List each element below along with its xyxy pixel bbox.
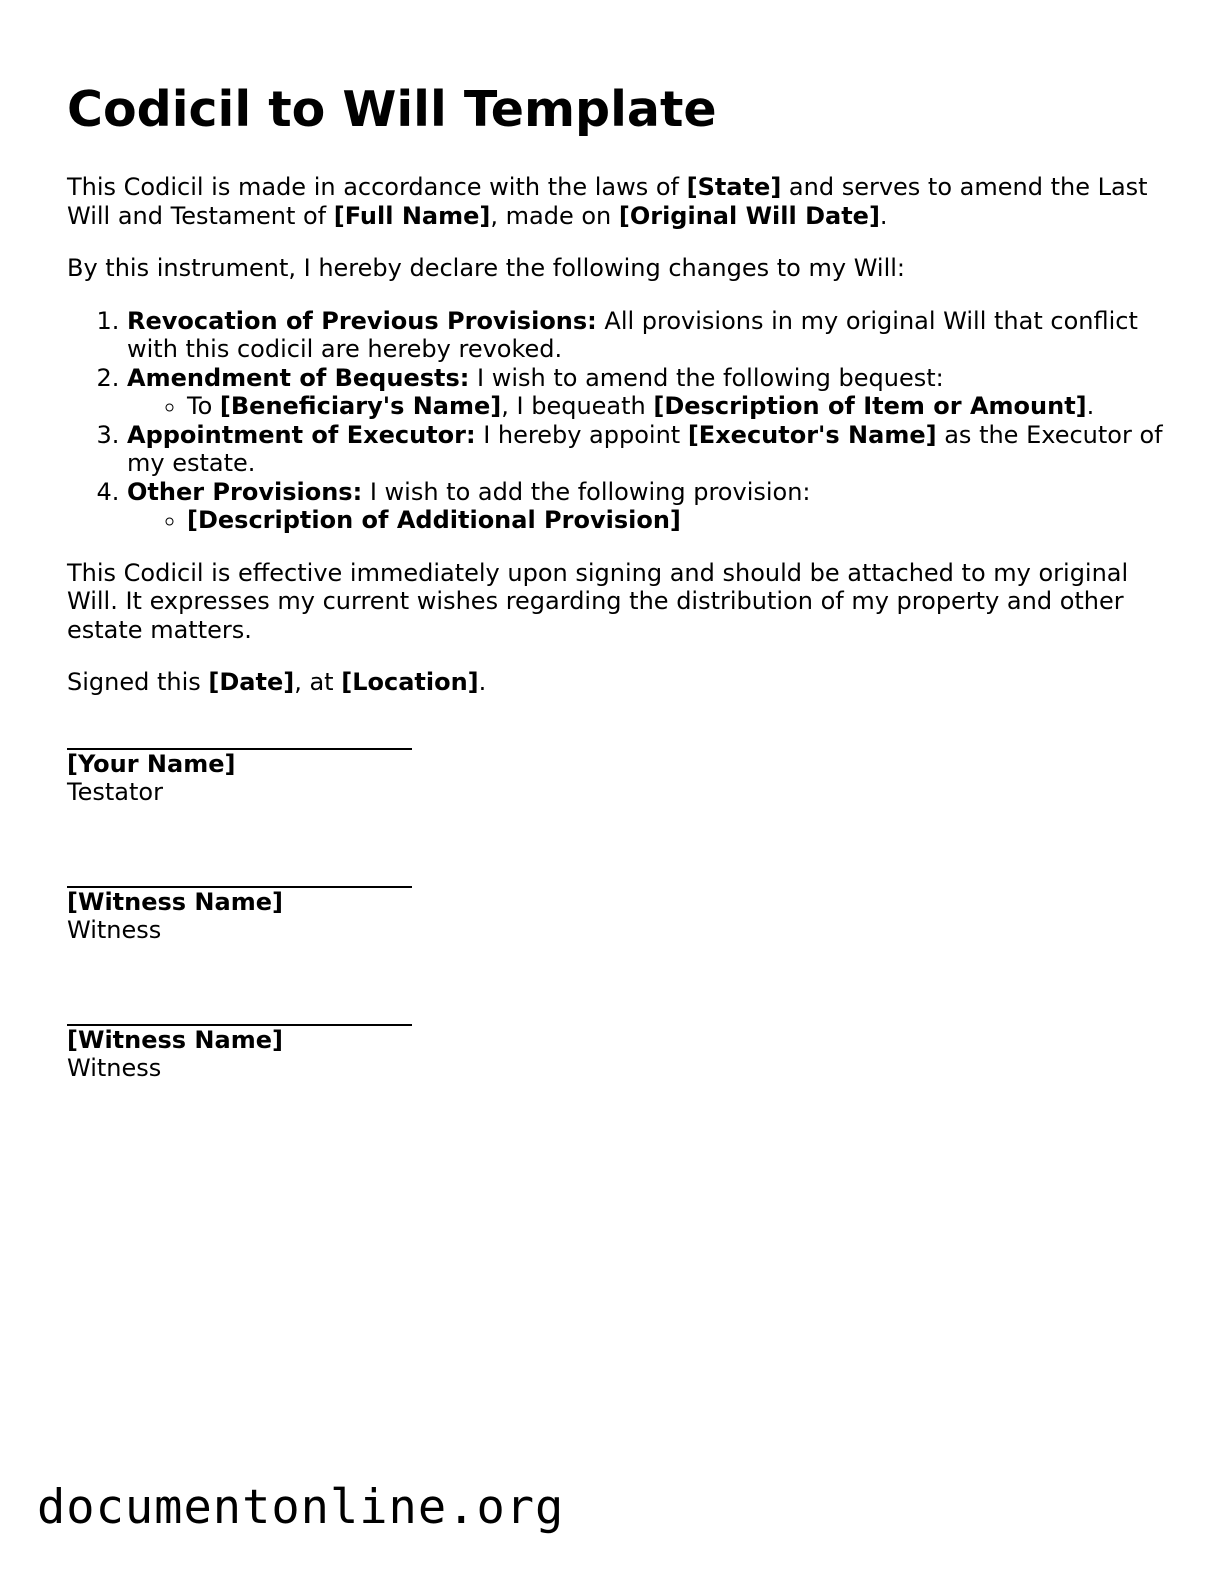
list-item-other [127,478,1167,535]
date-placeholder: [Date] [208,668,295,696]
changes-list [67,307,1167,535]
item-heading: Appointment of Executor: [127,420,476,449]
signed-text-2: , at [294,668,342,696]
item-heading: Revocation of Previous Provisions: [127,306,597,335]
signer-name: [Witness Name] [67,1025,283,1054]
signature-block [67,721,1167,1083]
signer-name: [Witness Name] [67,887,283,916]
list-item-revocation [127,307,1167,364]
signed-paragraph [67,668,1167,697]
list-item-amendment [127,364,1167,421]
effective-paragraph: This Codicil is effective immediately upon signing and should be attached to my original Will. It expresses my current wishes regarding the distribution of my property and other estate matters. [67,558,1129,644]
signer-role: Witness [67,1054,162,1082]
signature-line [67,721,412,750]
item-text: I wish to add the following provision: [362,477,811,506]
full-name-placeholder: [Full Name] [333,201,491,230]
declare-paragraph: By this instrument, I hereby declare the following changes to my Will: [67,254,905,282]
item-text-1: I hereby appoint [475,420,688,449]
signed-text-1: Signed this [67,668,209,696]
item-text-2: as the Executor of my estate. [127,420,1163,477]
sub-text-1: To [187,392,220,420]
location-placeholder: [Location] [341,668,479,696]
signer-role: Testator [67,778,163,806]
item-heading: Amendment of Bequests: [127,363,470,392]
watermark: documentonline.org [37,1480,565,1535]
sub-list-item [187,506,1167,535]
document-page [67,80,1167,1135]
intro-text-2: and serves to amend the Last Will and Testament of [67,173,1148,230]
signature-line [67,997,412,1026]
executor-placeholder: [Executor's Name] [687,420,937,449]
intro-text-4: . [879,201,888,230]
sub-text-2: , I bequeath [501,392,654,420]
signed-text-3: . [478,668,487,696]
signature-line [67,859,412,888]
state-placeholder: [State] [686,173,782,201]
item-text: I wish to amend the following bequest: [469,363,944,392]
signature-testator [67,721,1167,807]
intro-paragraph [67,173,1167,230]
sub-text-3: . [1086,392,1095,420]
will-date-placeholder: [Original Will Date] [618,201,880,230]
list-item-executor [127,421,1167,478]
sub-list [127,392,1167,421]
beneficiary-placeholder: [Beneficiary's Name] [219,392,502,420]
signer-role: Witness [67,916,162,944]
additional-provision-placeholder: [Description of Additional Provision] [187,506,681,534]
sub-list-item [187,392,1167,421]
signer-name: [Your Name] [67,749,236,778]
intro-text-3: , made on [490,201,619,230]
item-text: All provisions in my original Will that conflict with this codicil are hereby revoked. [127,306,1138,363]
signature-witness-1 [67,859,1167,945]
page-title: Codicil to Will Template [67,81,717,138]
item-heading: Other Provisions: [127,477,363,506]
item-placeholder: [Description of Item or Amount] [653,392,1087,420]
sub-list [127,506,1167,535]
intro-text-1: This Codicil is made in accordance with the laws of [67,173,687,201]
signature-witness-2 [67,997,1167,1083]
